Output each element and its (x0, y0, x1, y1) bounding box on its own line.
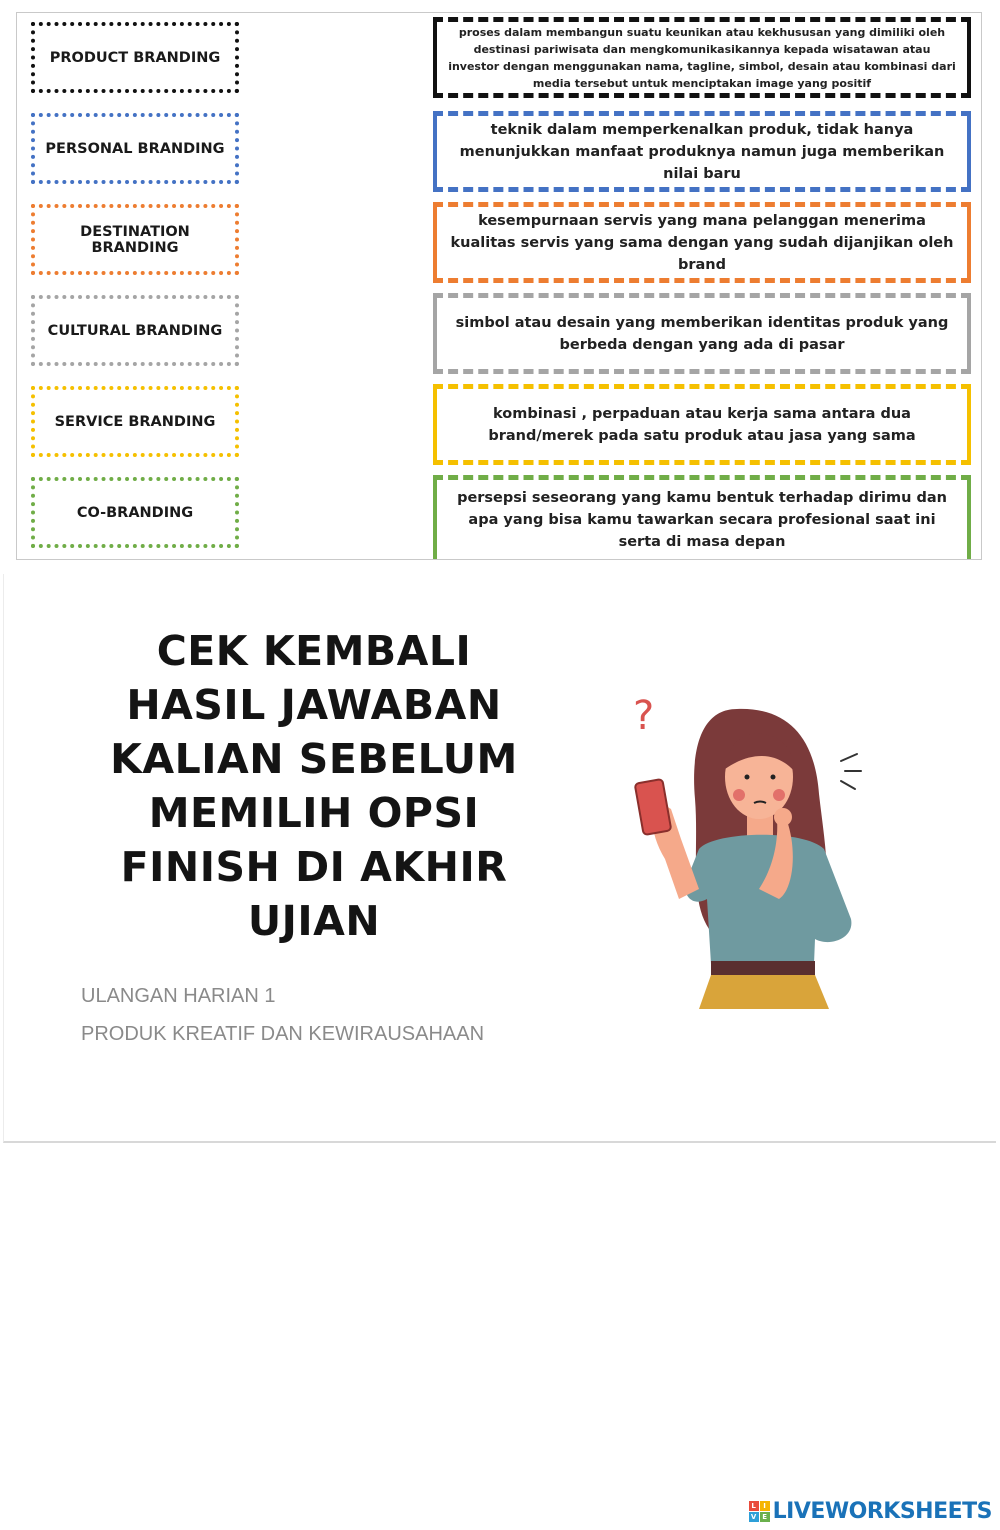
definition-2[interactable]: teknik dalam memperkenalkan produk, tidak hanya menunjukkan manfaat produknya namun juga memberikan nilai baru (433, 111, 971, 192)
definition-5[interactable]: kombinasi , perpaduan atau kerja sama antara dua brand/merek pada satu produk atau jasa yang sama (433, 384, 971, 465)
term-product-branding[interactable]: PRODUCT BRANDING (31, 22, 239, 93)
definition-1[interactable]: proses dalam membangun suatu keunikan atau kekhususan yang dimiliki oleh destinasi pariwisata dan mengkomunikasikannya kepada wisatawan atau investor dengan menggunakan nama, tagline, simbol, desain atau kombinasi dari media tersebut untuk menciptakan image yang positif (433, 17, 971, 98)
instruction-slide (3, 574, 996, 1143)
shirt-icon (685, 835, 851, 964)
skirt-icon (699, 975, 829, 1009)
subtitle-subject: PRODUK KREATIF DAN KEWIRAUSAHAAN (81, 1023, 485, 1045)
phone-icon (635, 779, 672, 835)
term-cultural-branding[interactable]: CULTURAL BRANDING (31, 295, 239, 366)
woman-thinking-illustration (619, 699, 879, 1019)
matching-panel (16, 12, 982, 560)
definition-6[interactable]: persepsi seseorang yang kamu bentuk terhadap dirimu dan apa yang bisa kamu tawarkan secara profesional saat ini serta di masa depan (433, 475, 971, 560)
term-service-branding[interactable]: SERVICE BRANDING (31, 386, 239, 457)
question-mark-icon: ? (633, 699, 655, 739)
definition-3[interactable]: kesempurnaan servis yang mana pelanggan menerima kualitas servis yang sama dengan yang sudah dijanjikan oleh brand (433, 202, 971, 283)
term-personal-branding[interactable]: PERSONAL BRANDING (31, 113, 239, 184)
thinking-marks-icon (841, 754, 861, 789)
term-destination-branding[interactable]: DESTINATION BRANDING (31, 204, 239, 275)
logo-text: LIVEWORKSHEETS (772, 1499, 992, 1524)
liveworksheets-logo (749, 1499, 992, 1524)
slide-title: CEK KEMBALI HASIL JAWABAN KALIAN SEBELUM MEMILIH OPSI FINISH DI AKHIR UJIAN (110, 627, 518, 945)
term-co-branding[interactable]: CO-BRANDING (31, 477, 239, 548)
subtitle-exam: ULANGAN HARIAN 1 (81, 985, 276, 1007)
definition-4[interactable]: simbol atau desain yang memberikan identitas produk yang berbeda dengan yang ada di pasar (433, 293, 971, 374)
logo-blocks-icon: L I V E (749, 1501, 770, 1522)
